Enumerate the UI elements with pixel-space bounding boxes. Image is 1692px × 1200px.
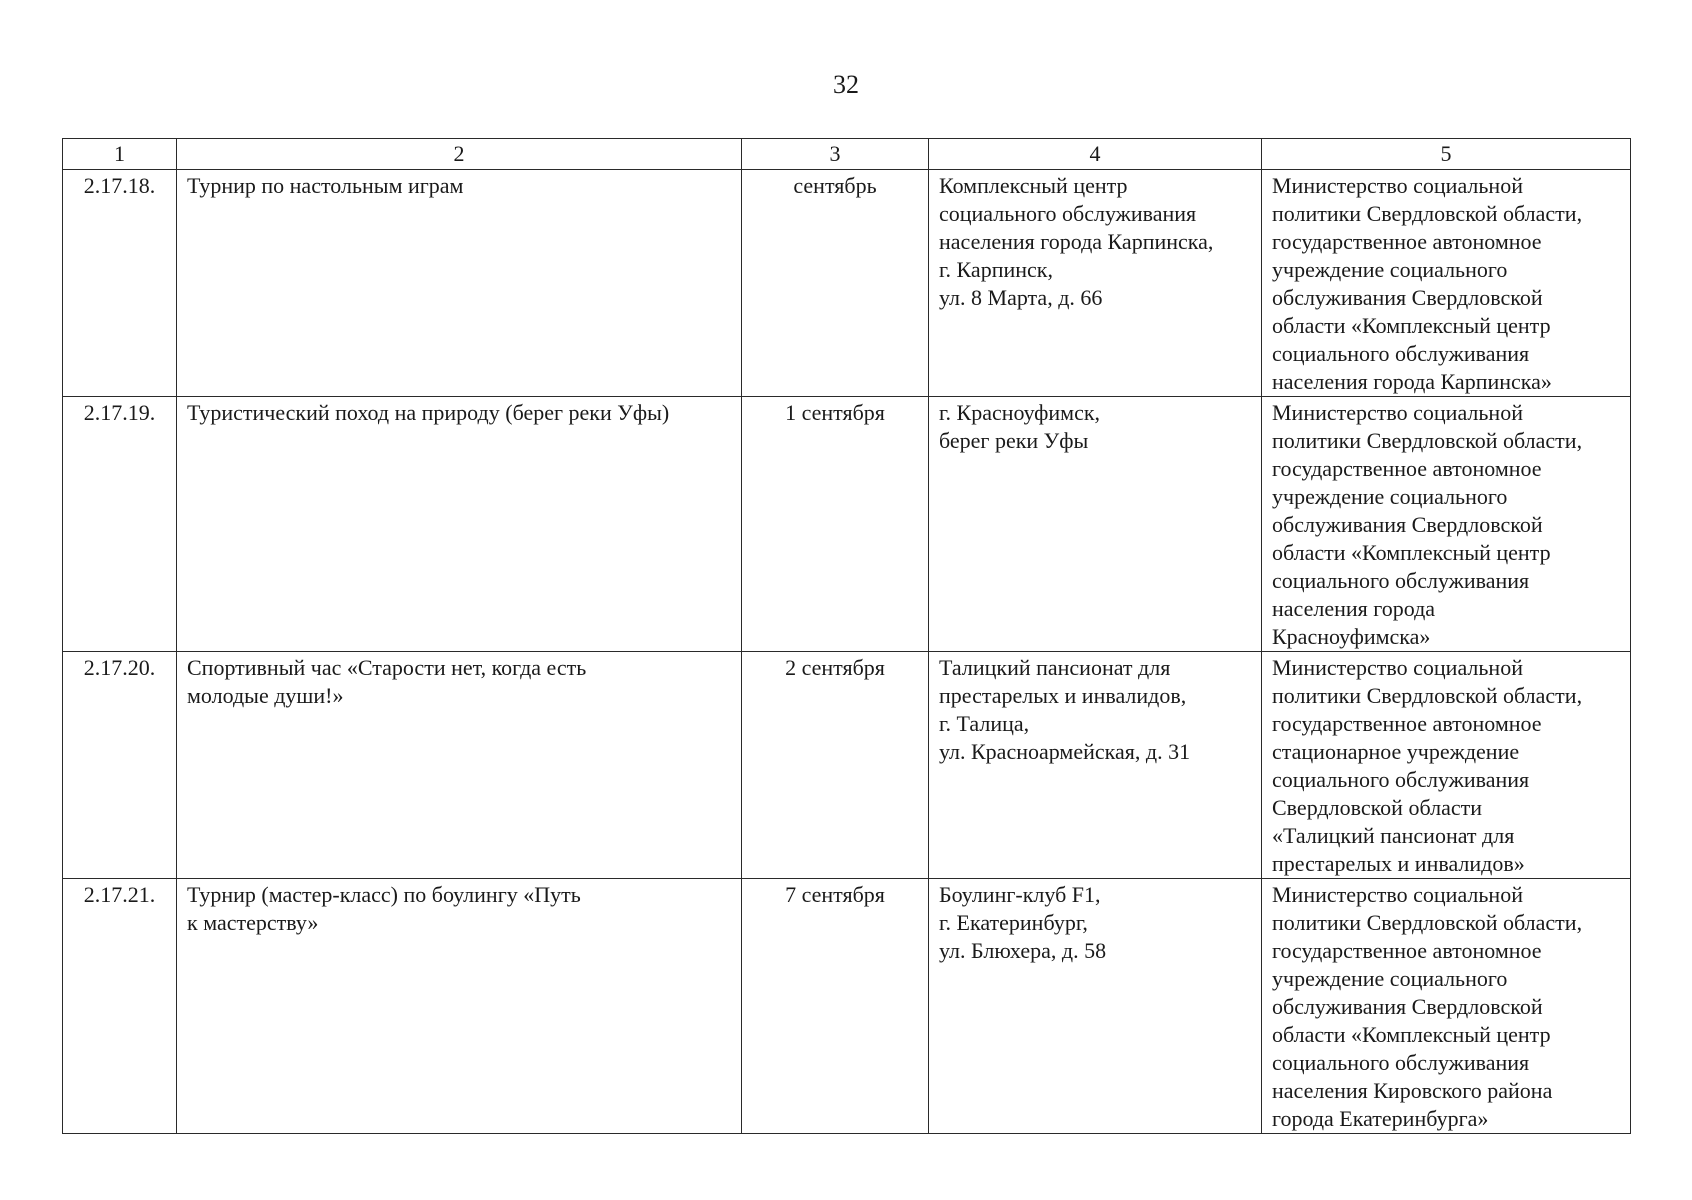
row-number-cell: 2.17.19.	[63, 397, 177, 652]
column-header-organizer: 5	[1262, 139, 1631, 170]
organizer-line: социального обслуживания	[1272, 1050, 1530, 1075]
location-line: престарелых и инвалидов,	[939, 683, 1187, 708]
event-cell	[177, 397, 742, 652]
organizer-cell	[1262, 397, 1631, 652]
organizer-line: области «Комплексный центр	[1272, 1022, 1551, 1047]
event-cell	[177, 879, 742, 1134]
organizer-line: обслуживания Свердловской	[1272, 512, 1543, 537]
organizer-line: политики Свердловской области,	[1272, 201, 1583, 226]
organizer-line: политики Свердловской области,	[1272, 683, 1583, 708]
location-line: берег реки Уфы	[939, 428, 1089, 453]
organizer-line: Министерство социальной	[1272, 400, 1523, 425]
organizer-line: населения города Карпинска»	[1272, 369, 1552, 394]
organizer-line: Министерство социальной	[1272, 655, 1523, 680]
organizer-line: престарелых и инвалидов»	[1272, 851, 1525, 876]
location-line: ул. Блюхера, д. 58	[939, 938, 1107, 963]
organizer-line: населения Кировского района	[1272, 1078, 1553, 1103]
organizer-line: социального обслуживания	[1272, 568, 1530, 593]
event-line: молодые души!»	[187, 683, 344, 708]
organizer-line: населения города	[1272, 596, 1436, 621]
location-line: г. Екатеринбург,	[939, 910, 1088, 935]
table-header-row	[63, 139, 1631, 170]
organizer-line: государственное автономное	[1272, 229, 1542, 254]
location-line: ул. Красноармейская, д. 31	[939, 739, 1191, 764]
location-line: г. Талица,	[939, 711, 1030, 736]
location-cell	[929, 170, 1262, 397]
event-line: Турнир по настольным играм	[187, 173, 464, 198]
organizer-line: обслуживания Свердловской	[1272, 285, 1543, 310]
date-cell: 1 сентября	[742, 397, 929, 652]
organizer-line: социального обслуживания	[1272, 767, 1530, 792]
organizer-line: политики Свердловской области,	[1272, 428, 1583, 453]
table-row	[63, 397, 1631, 652]
column-header-location: 4	[929, 139, 1262, 170]
table-row	[63, 652, 1631, 879]
organizer-line: стационарное учреждение	[1272, 739, 1520, 764]
organizer-cell	[1262, 879, 1631, 1134]
organizer-line: государственное автономное	[1272, 456, 1542, 481]
organizer-line: Красноуфимска»	[1272, 624, 1431, 649]
events-table	[62, 138, 1631, 1134]
page-number: 32	[833, 70, 859, 99]
event-line: Туристический поход на природу (берег реки Уфы)	[187, 400, 670, 425]
organizer-line: области «Комплексный центр	[1272, 540, 1551, 565]
location-line: г. Красноуфимск,	[939, 400, 1101, 425]
event-line: Турнир (мастер-класс) по боулингу «Путь	[187, 882, 581, 907]
location-cell	[929, 652, 1262, 879]
organizer-cell	[1262, 652, 1631, 879]
date-cell: 7 сентября	[742, 879, 929, 1134]
organizer-line: Министерство социальной	[1272, 173, 1523, 198]
organizer-line: учреждение социального	[1272, 966, 1508, 991]
organizer-line: Министерство социальной	[1272, 882, 1523, 907]
location-line: Талицкий пансионат для	[939, 655, 1171, 680]
organizer-line: «Талицкий пансионат для	[1272, 823, 1515, 848]
row-number-cell: 2.17.20.	[63, 652, 177, 879]
table-row	[63, 170, 1631, 397]
date-cell: сентябрь	[742, 170, 929, 397]
table-row	[63, 879, 1631, 1134]
column-header-event: 2	[177, 139, 742, 170]
organizer-line: учреждение социального	[1272, 257, 1508, 282]
event-line: к мастерству»	[187, 910, 319, 935]
organizer-line: города Екатеринбурга»	[1272, 1106, 1489, 1131]
column-header-date: 3	[742, 139, 929, 170]
date-cell: 2 сентября	[742, 652, 929, 879]
location-line: социального обслуживания	[939, 201, 1197, 226]
organizer-line: области «Комплексный центр	[1272, 313, 1551, 338]
organizer-line: социального обслуживания	[1272, 341, 1530, 366]
organizer-line: обслуживания Свердловской	[1272, 994, 1543, 1019]
row-number-cell: 2.17.21.	[63, 879, 177, 1134]
event-cell	[177, 652, 742, 879]
organizer-line: учреждение социального	[1272, 484, 1508, 509]
organizer-line: государственное автономное	[1272, 938, 1542, 963]
organizer-line: государственное автономное	[1272, 711, 1542, 736]
location-line: Боулинг-клуб F1,	[939, 882, 1101, 907]
location-cell	[929, 879, 1262, 1134]
event-line: Спортивный час «Старости нет, когда есть	[187, 655, 587, 680]
location-line: Комплексный центр	[939, 173, 1128, 198]
location-line: г. Карпинск,	[939, 257, 1053, 282]
location-cell	[929, 397, 1262, 652]
organizer-line: Свердловской области	[1272, 795, 1482, 820]
column-header-number: 1	[63, 139, 177, 170]
organizer-cell	[1262, 170, 1631, 397]
location-line: населения города Карпинска,	[939, 229, 1214, 254]
row-number-cell: 2.17.18.	[63, 170, 177, 397]
location-line: ул. 8 Марта, д. 66	[939, 285, 1103, 310]
organizer-line: политики Свердловской области,	[1272, 910, 1583, 935]
event-cell	[177, 170, 742, 397]
